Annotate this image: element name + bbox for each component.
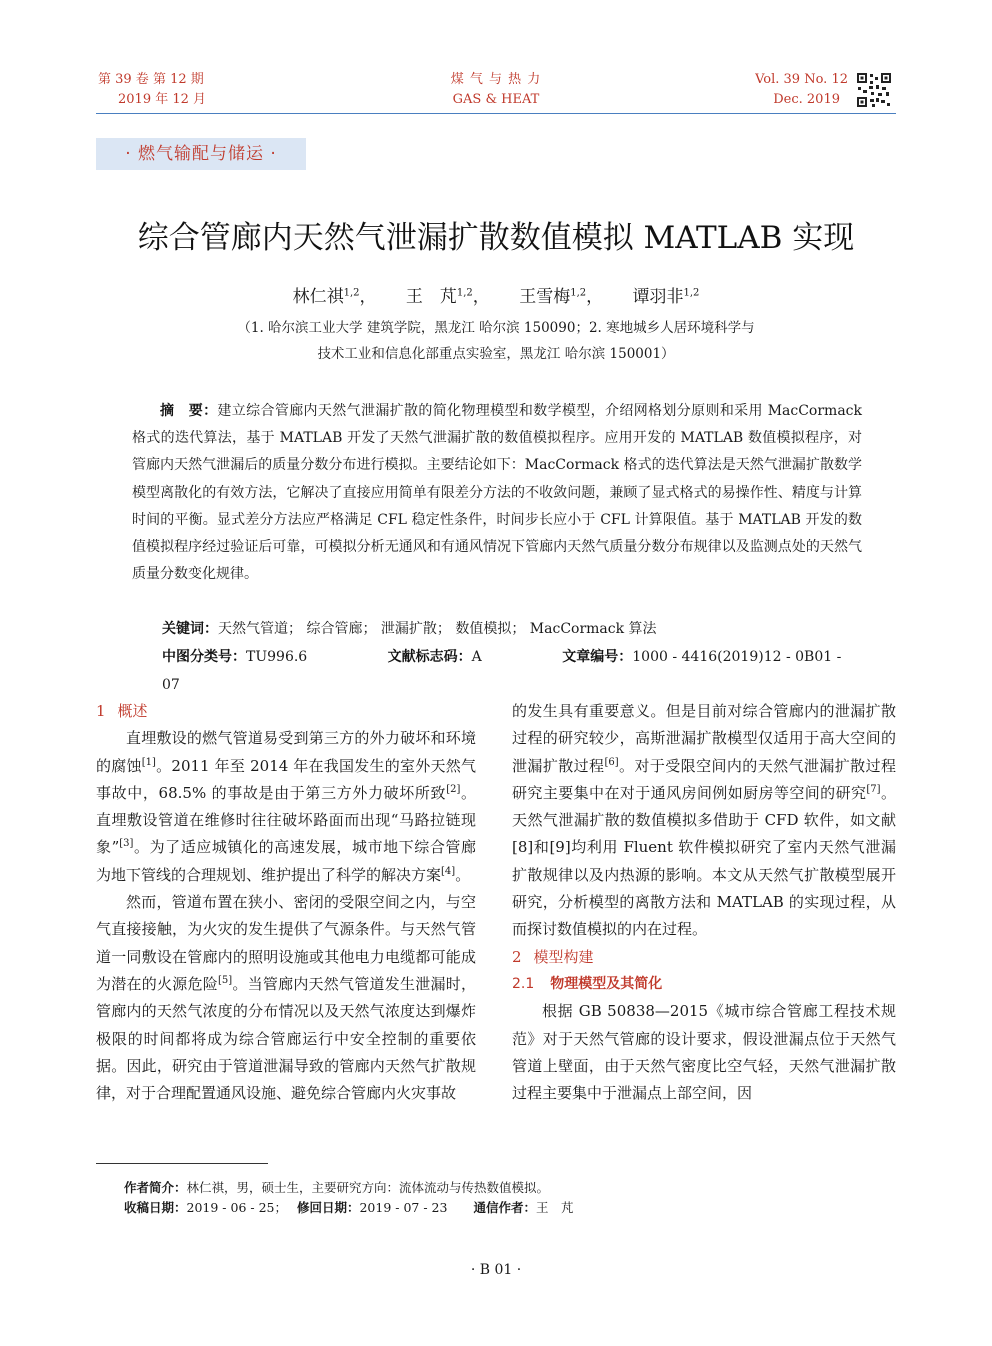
- document-code: 文献标志码：A: [387, 649, 482, 665]
- article-number: 文章编号：1000 - 4416(2019)12 - 0B01 - 07: [162, 649, 842, 693]
- body-column-right: [512, 698, 896, 1107]
- abstract: [132, 398, 862, 588]
- author: 谭羽非$^{1,2}$: [632, 287, 700, 307]
- classification-line: [162, 643, 862, 699]
- page-number: · B 01 ·: [470, 1262, 522, 1278]
- date-en: Dec. 2019: [773, 92, 840, 107]
- journal-name-en: GAS & HEAT: [452, 92, 540, 107]
- journal-name-cn: 煤 气 与 热 力: [450, 72, 542, 87]
- abstract-label: 摘 要：: [160, 403, 218, 419]
- dates-line: 收稿日期：2019 - 06 - 25； 修回日期：2019 - 07 - 23 通信作者：王 芃: [124, 1200, 574, 1215]
- author: 王雪梅$^{1,2}$，: [519, 287, 604, 307]
- journal-issue-cn: [98, 70, 206, 110]
- journal-issue-en: [730, 70, 848, 110]
- paragraph: 然而，管道布置在狭小、密闭的受限空间之内，与空气直接接触，为火灾的发生提供了气源条件。与天然气管道一同敷设在管廊内的照明设施或其他电力电缆都可能成为潜在的火源危险[5]。当管廊内天然气管道发生泄漏时，管廊内的天然气浓度的分布情况以及天然气浓度达到爆炸极限的时间都将成为综合管廊运行中安全控制的重要依据。因此，研究由于管道泄漏导致的管廊内天然气扩散规律，对于合理配置通风设施、避免综合管廊内火灾事故: [96, 893, 476, 1103]
- body-column-left: [96, 698, 476, 1107]
- abstract-text: 建立综合管廊内天然气泄漏扩散的简化物理模型和数学模型，介绍网格划分原则和采用 MacCormack 格式的迭代算法，基于 MATLAB 开发了天然气泄漏扩散的数值模拟程序。应用开发的 MATLAB 数值模拟程序，对管廊内天然气泄漏后的质量分数分布进行模拟。主要结论如下：MacCormack 格式的迭代算法是天然气泄漏扩散数学模型离散化的有效方法，它解决了直接应用简单有限差分方法的不收敛问题，兼顾了显式格式的易操作性、精度与计算时间的平衡。显式差分方法应严格满足 CFL 稳定性条件，时间步长应小于 CFL 计算限值。基于 MATLAB 开发的数值模拟程序经过验证后可靠，可模拟分析无通风和有通风情况下管廊内天然气质量分数分布规律以及监测点处的天然气质量分数变化规律。: [132, 403, 863, 583]
- footnote-rule: [96, 1163, 268, 1164]
- section-heading: 1 概述: [96, 702, 148, 720]
- keywords-text: 天然气管道； 综合管廊； 泄漏扩散； 数值模拟； MacCormack 算法: [218, 621, 657, 637]
- date-cn: 2019 年 12 月: [118, 92, 207, 107]
- subsection-heading: 2.1 物理模型及其简化: [512, 975, 663, 992]
- article-title: 综合管廊内天然气泄漏扩散数值模拟 MATLAB 实现: [137, 220, 855, 256]
- author-bio: 作者简介：林仁祺，男，硕士生，主要研究方向：流体流动与传热数值模拟。: [124, 1180, 550, 1195]
- author: 王 芃$^{1,2}$，: [405, 287, 490, 307]
- affiliation-line: （1. 哈尔滨工业大学 建筑学院，黑龙江 哈尔滨 150090；2. 寒地城乡人居环境科学与: [237, 320, 755, 336]
- volume-issue-en: Vol. 39 No. 12: [755, 72, 848, 87]
- keywords-label: 关键词：: [162, 621, 218, 637]
- header-rule: [96, 113, 896, 114]
- paragraph: 直埋敷设的燃气管道易受到第三方的外力破坏和环境的腐蚀[1]。2011 年至 2014 年在我国发生的室外天然气事故中，68.5% 的事故是由于第三方外力破坏所致[2]。直埋敷设管道在维修时往往破坏路面而出现“马路拉链现象”[3]。为了适应城镇化的高速发展，城市地下综合管廊为地下管线的合理规划、维护提出了科学的解决方案[4]。: [96, 729, 476, 884]
- author: 林仁祺$^{1,2}$，: [292, 287, 377, 307]
- journal-name: [396, 70, 596, 110]
- keywords: [162, 615, 862, 643]
- qr-code-icon[interactable]: [856, 72, 892, 108]
- affiliation-line: 技术工业和信息化部重点实验室，黑龙江 哈尔滨 150001）: [317, 346, 675, 362]
- section-heading: 2 模型构建: [512, 947, 594, 966]
- paragraph: 根据 GB 50838—2015《城市综合管廊工程技术规范》对于天然气管廊的设计要求，假设泄漏点位于天然气管道上壁面，由于天然气密度比空气轻，天然气泄漏扩散过程主要集中于泄漏点上部空间，因: [512, 1002, 896, 1103]
- author-list: [120, 284, 872, 310]
- paragraph: 的发生具有重要意义。但是目前对综合管廊内的泄漏扩散过程的研究较少，高斯泄漏扩散模型仅适用于高大空间的泄漏扩散过程[6]。对于受限空间内的天然气泄漏扩散过程研究主要集中在对于通风房间例如厨房等空间的研究[7]。天然气泄漏扩散的数值模拟多借助于 CFD 软件，如文献[8]和[9]均利用 Fluent 软件模拟研究了室内天然气泄漏扩散规律以及内热源的影响。本文从天然气扩散模型展开研究，分析模型的离散方法和 MATLAB 的实现过程，从而探讨数值模拟的内在过程。: [512, 702, 896, 939]
- volume-issue-cn: 第 39 卷 第 12 期: [98, 72, 204, 87]
- section-tag: · 燃气输配与储运 ·: [96, 138, 306, 170]
- clc-number: 中图分类号：TU996.6: [162, 649, 308, 665]
